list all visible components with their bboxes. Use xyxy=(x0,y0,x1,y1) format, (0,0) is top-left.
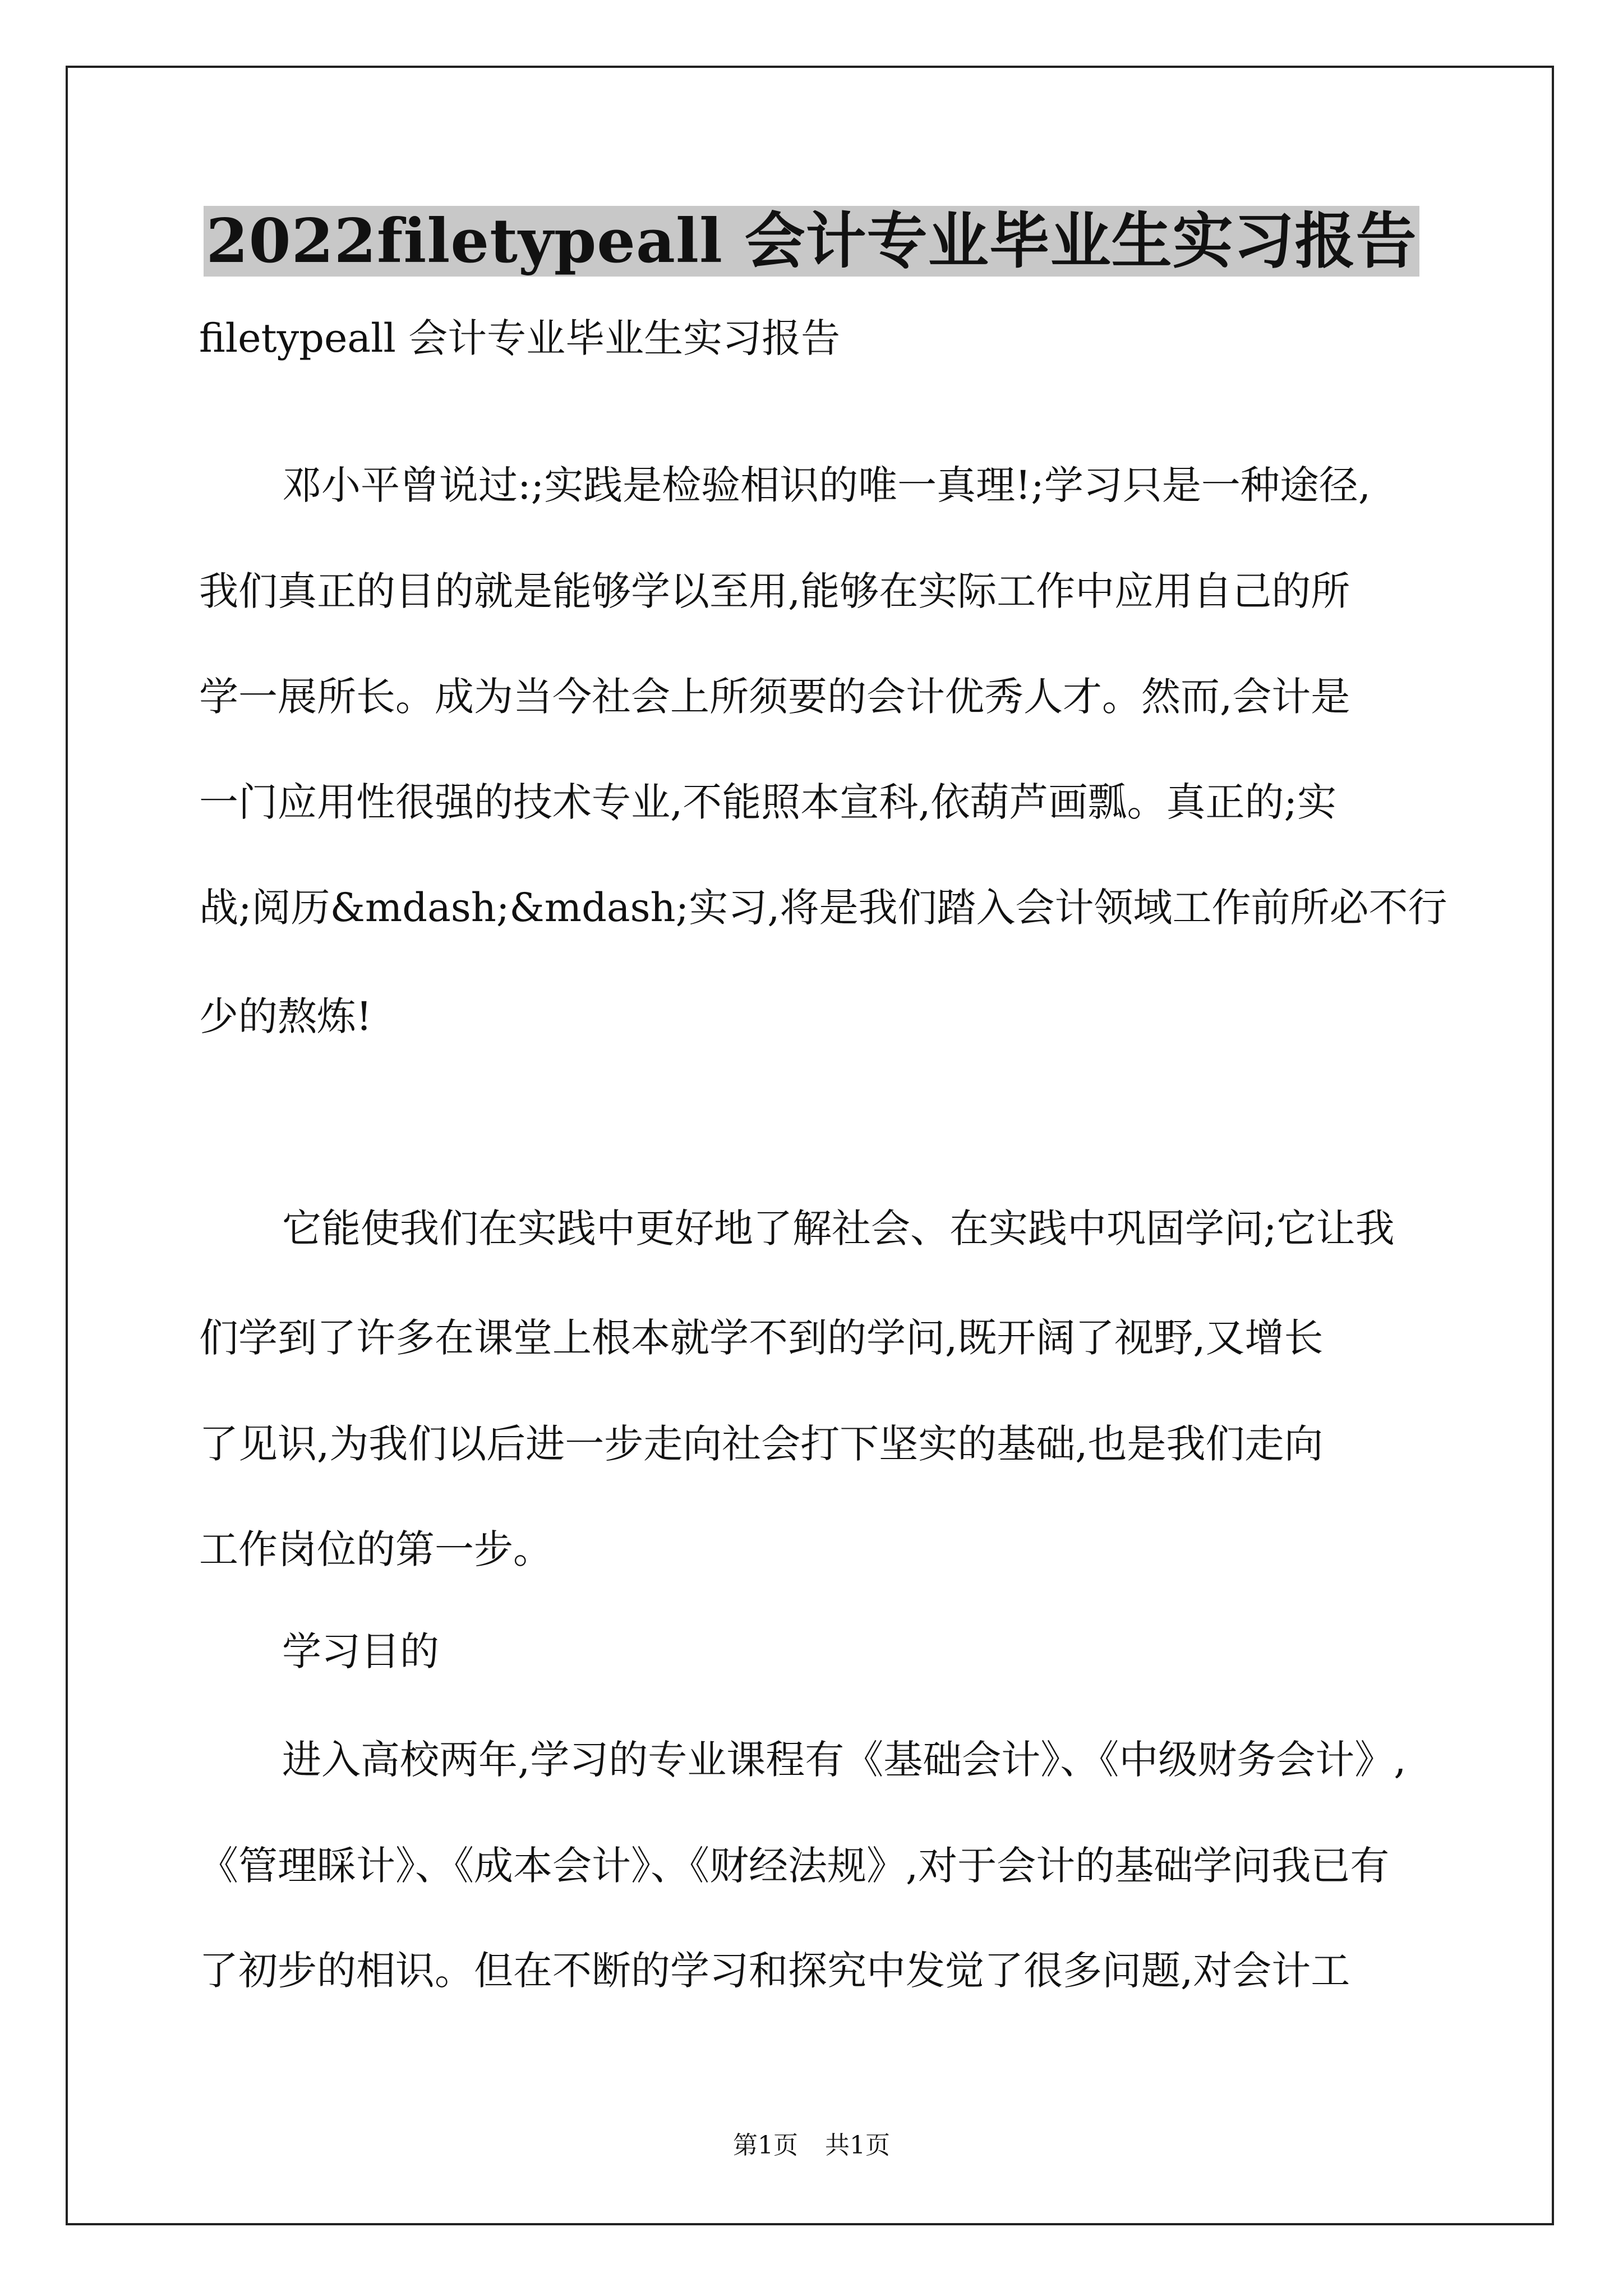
paragraph-line: 一门应用性很强的技术专业,不能照本宣科,依葫芦画瓢。真正的;实 xyxy=(199,779,1337,825)
section-heading: 学习目的 xyxy=(282,1628,439,1674)
paragraph-line: 我们真正的目的就是能够学以至用,能够在实际工作中应用自己的所 xyxy=(199,568,1350,614)
paragraph-line: 学一展所长。成为当今社会上所须要的会计优秀人才。然而,会计是 xyxy=(199,674,1350,720)
page-number: 第1页 xyxy=(733,2131,798,2160)
page-border xyxy=(66,66,1554,2225)
page-footer xyxy=(0,2129,1623,2162)
paragraph-line: 少的熬炼! xyxy=(199,993,372,1039)
paragraph-line: 们学到了许多在课堂上根本就学不到的学问,既开阔了视野,又增长 xyxy=(199,1315,1324,1361)
document-title: 2022filetypeall 会计专业毕业生实习报告 xyxy=(0,202,1623,280)
paragraph-line: 工作岗位的第一步。 xyxy=(199,1526,552,1572)
paragraph-line: 战;阅历&mdash;&mdash;实习,将是我们踏入会计领域工作前所必不行 xyxy=(199,885,1447,931)
paragraph-line: 《管理睬计》、《成本会计》、《财经法规》,对于会计的基础学问我已有 xyxy=(199,1843,1390,1889)
page-total: 共1页 xyxy=(825,2131,890,2160)
paragraph-line: 了见识,为我们以后进一步走向社会打下坚实的基础,也是我们走向 xyxy=(199,1421,1324,1467)
document-subtitle: filetypeall 会计专业毕业生实习报告 xyxy=(199,315,841,361)
paragraph-line: 了初步的相识。但在不断的学习和探究中发觉了很多问题,对会计工 xyxy=(199,1948,1350,1994)
paragraph-line: 进入高校两年,学习的专业课程有《基础会计》、《中级财务会计》, xyxy=(282,1737,1407,1783)
paragraph-line: 邓小平曾说过:;实践是检验相识的唯一真理!;学习只是一种途径, xyxy=(282,462,1371,508)
paragraph-line: 它能使我们在实践中更好地了解社会、在实践中巩固学问;它让我 xyxy=(282,1205,1395,1251)
